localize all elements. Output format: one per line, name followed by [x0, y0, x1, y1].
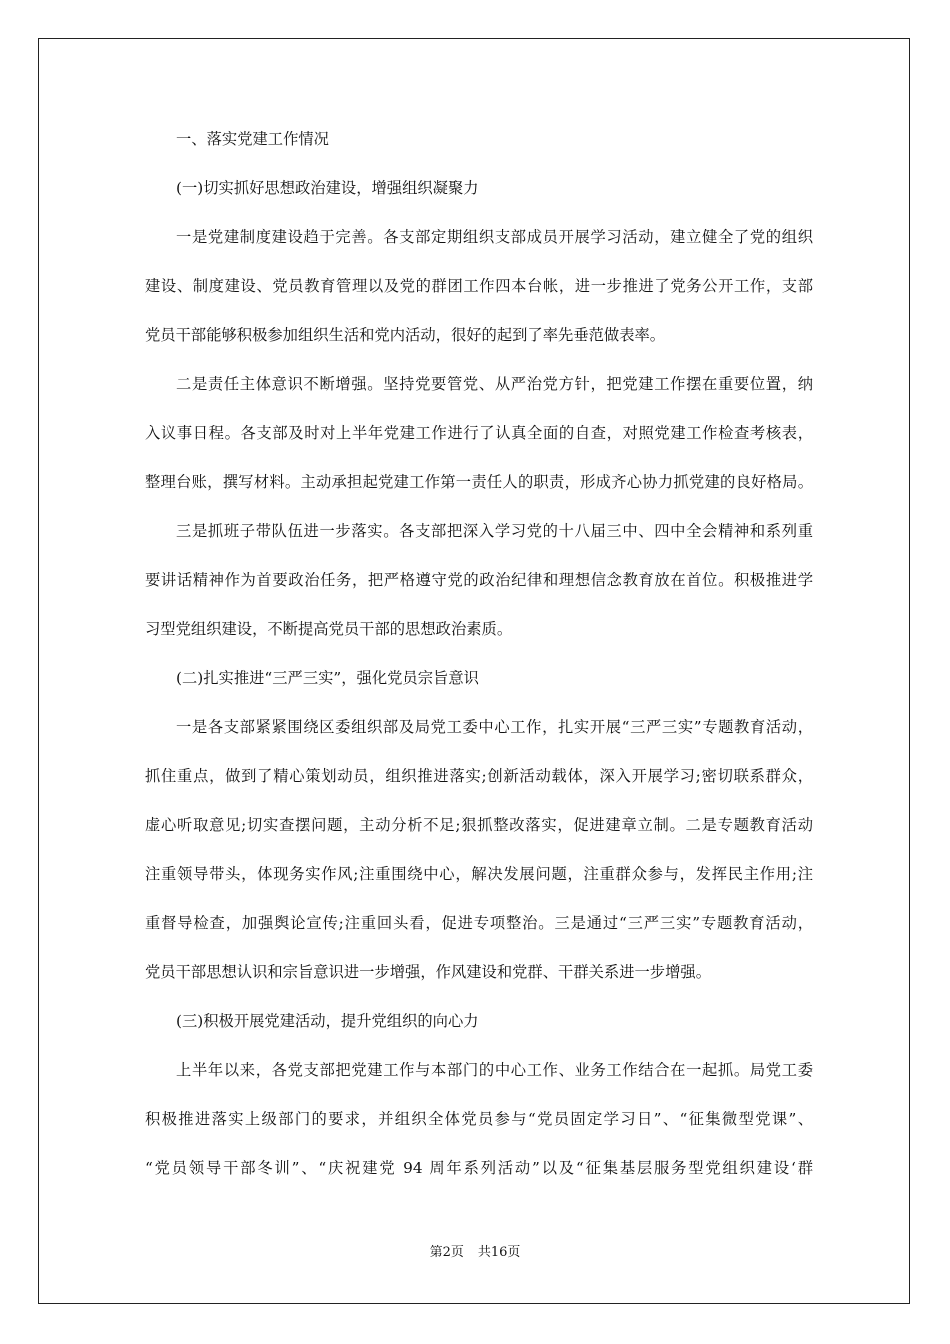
document-body [145, 115, 813, 1193]
text-line: 入议事日程。各支部及时对上半年党建工作进行了认真全面的自查，对照党建工作检查考核表， [145, 424, 813, 442]
text-line: 一是各支部紧紧围绕区委组织部及局党工委中心工作，扎实开展“三严三实”专题教育活动， [176, 718, 813, 736]
text-line: 三是抓班子带队伍进一步落实。各支部把深入学习党的十八届三中、四中全会精神和系列重 [176, 522, 813, 540]
text-line: 上半年以来，各党支部把党建工作与本部门的中心工作、业务工作结合在一起抓。局党工委 [176, 1061, 813, 1079]
text-line: 二是责任主体意识不断增强。坚持党要管党、从严治党方针，把党建工作摆在重要位置，纳 [176, 375, 813, 393]
page-footer [0, 1243, 950, 1263]
text-line: (二)扎实推进“三严三实”，强化党员宗旨意识 [176, 669, 479, 687]
page-total: 共16页 [477, 1245, 521, 1260]
text-line: 要讲话精神作为首要政治任务，把严格遵守党的政治纪律和理想信念教育放在首位。积极推进学 [145, 571, 813, 589]
text-line: “党员领导干部冬训”、“庆祝建党 94 周年系列活动”以及“征集基层服务型党组织建设‘群 [145, 1159, 813, 1177]
page-number: 第2页 [429, 1245, 464, 1260]
text-line: 一是党建制度建设趋于完善。各支部定期组织支部成员开展学习活动，建立健全了党的组织 [176, 228, 813, 246]
text-line: 注重领导带头，体现务实作风;注重围绕中心，解决发展问题，注重群众参与，发挥民主作用;注 [145, 865, 813, 883]
text-line: 抓住重点，做到了精心策划动员，组织推进落实;创新活动载体，深入开展学习;密切联系群众， [145, 767, 813, 785]
text-line: 党员干部思想认识和宗旨意识进一步增强，作风建设和党群、干群关系进一步增强。 [145, 963, 711, 981]
text-line: 建设、制度建设、党员教育管理以及党的群团工作四本台帐，进一步推进了党务公开工作，支部 [145, 277, 813, 295]
text-line: 重督导检查，加强舆论宣传;注重回头看，促进专项整治。三是通过“三严三实”专题教育活动， [145, 914, 813, 932]
text-line: 党员干部能够积极参加组织生活和党内活动，很好的起到了率先垂范做表率。 [145, 326, 666, 344]
text-line: (三)积极开展党建活动，提升党组织的向心力 [176, 1012, 479, 1030]
text-line: (一)切实抓好思想政治建设，增强组织凝聚力 [176, 179, 479, 197]
text-line: 一、落实党建工作情况 [176, 130, 329, 148]
text-line: 积极推进落实上级部门的要求，并组织全体党员参与“党员固定学习日”、“征集微型党课”、 [145, 1110, 813, 1128]
text-line: 虚心听取意见;切实查摆问题，主动分析不足;狠抓整改落实，促进建章立制。二是专题教育活动 [145, 816, 813, 834]
text-line: 习型党组织建设，不断提高党员干部的思想政治素质。 [145, 620, 513, 638]
text-line: 整理台账，撰写材料。主动承担起党建工作第一责任人的职责，形成齐心协力抓党建的良好格局。 [145, 473, 813, 491]
